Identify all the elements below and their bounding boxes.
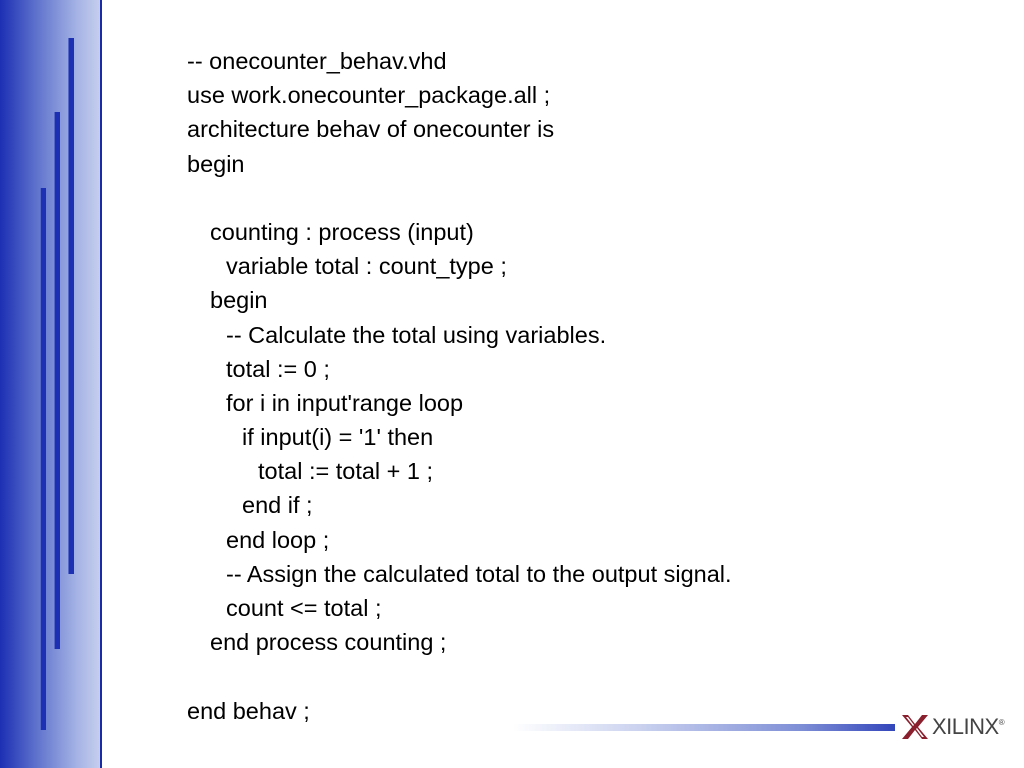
registered-mark: ®	[998, 718, 1005, 727]
code-line: -- onecounter_behav.vhd	[187, 48, 447, 74]
code-line: begin	[187, 150, 245, 177]
code-line: total := 0 ;	[226, 355, 330, 382]
decorative-bar	[40, 188, 46, 730]
code-line: architecture behav of onecounter is	[187, 116, 555, 143]
code-line	[187, 181, 732, 215]
code-line: end behav ;	[187, 697, 310, 724]
code-line: begin	[210, 287, 268, 314]
code-line: -- Calculate the total using variables.	[226, 321, 607, 348]
code-line: for i in input'range loop	[226, 389, 464, 416]
xilinx-x-icon	[900, 714, 930, 740]
footer-rule	[513, 724, 895, 731]
code-line: use work.onecounter_package.all ;	[187, 82, 551, 109]
code-line: end loop ;	[226, 526, 330, 553]
code-line: if input(i) = '1' then	[242, 424, 434, 451]
side-band-edge	[100, 0, 102, 768]
code-line: count <= total ;	[226, 595, 382, 621]
code-line: -- Assign the calculated total to the output signal.	[226, 560, 732, 587]
code-line	[187, 659, 732, 693]
logo-text: XILINX	[932, 714, 999, 739]
code-line: variable total : count_type ;	[226, 253, 507, 280]
code-line: end process counting ;	[210, 629, 447, 656]
code-line: total := total + 1 ;	[258, 458, 434, 485]
side-band	[0, 0, 102, 768]
xilinx-logo	[900, 712, 1010, 742]
decorative-bar	[68, 38, 74, 574]
code-listing	[187, 44, 732, 728]
code-line: end if ;	[242, 492, 313, 519]
code-line: counting : process (input)	[210, 218, 474, 245]
decorative-bar	[54, 112, 60, 649]
